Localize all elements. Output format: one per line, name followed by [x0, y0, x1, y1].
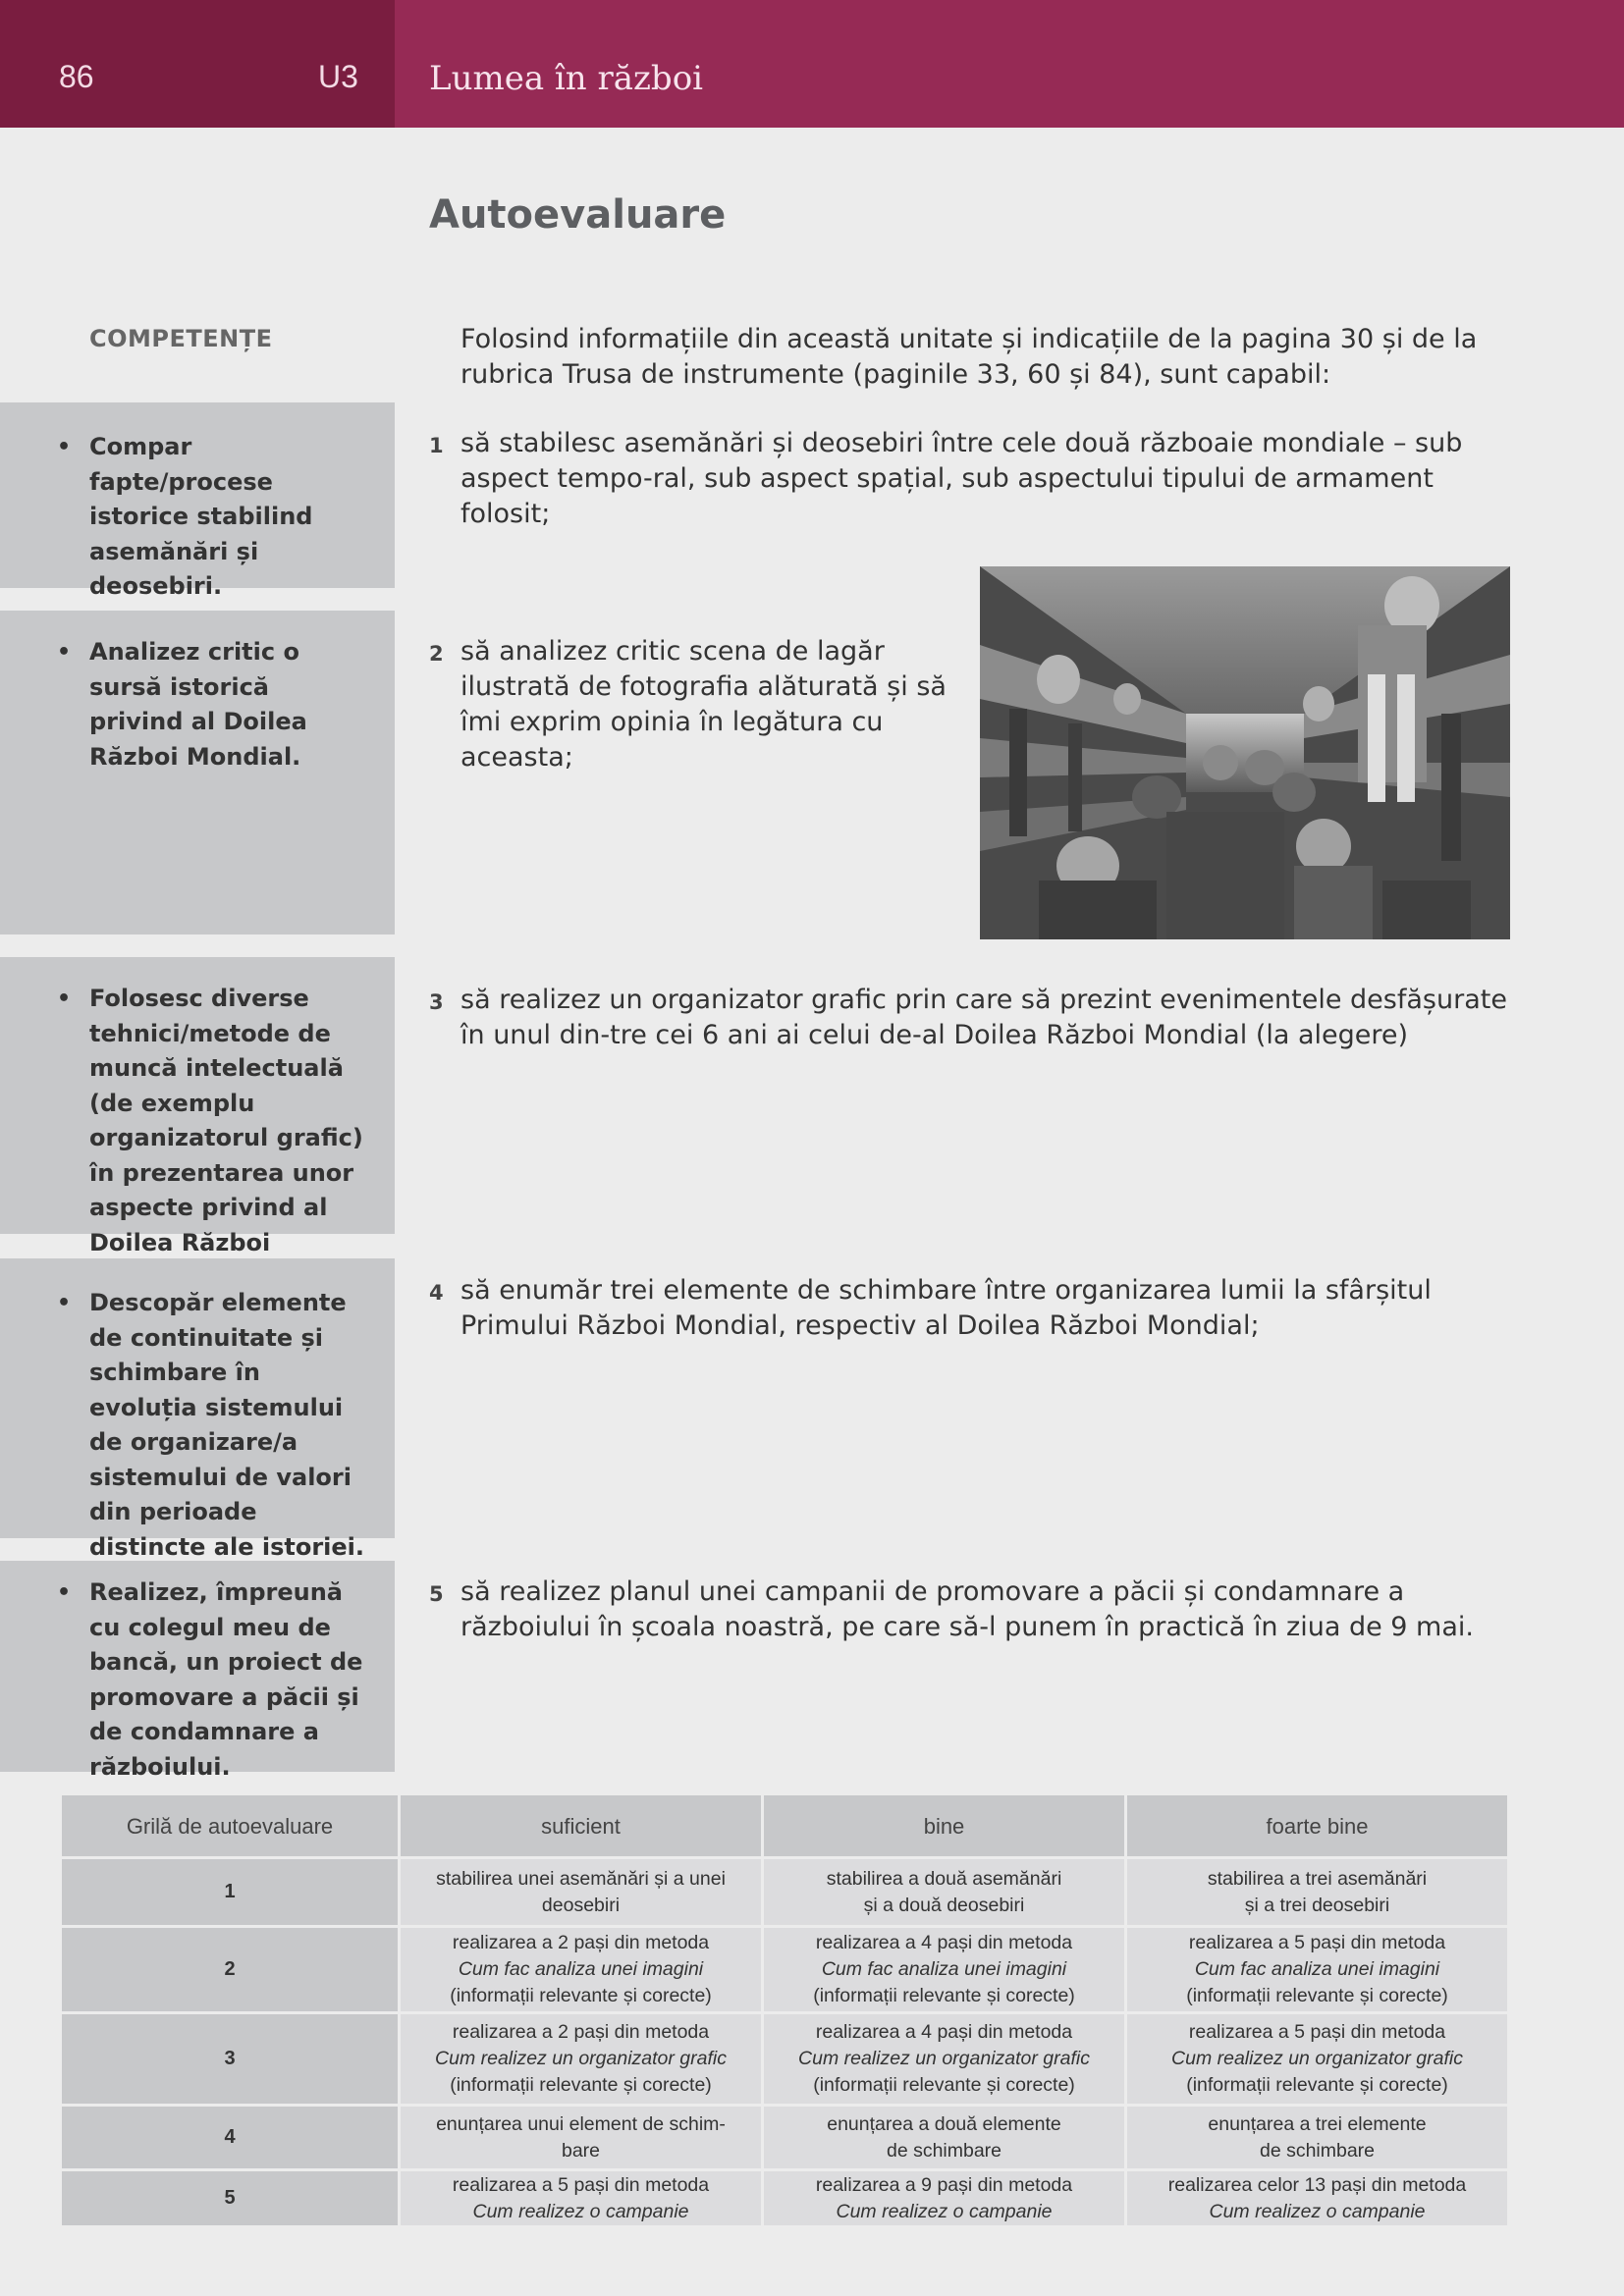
grid-cell: [400, 2013, 763, 2106]
grid-cell: [763, 1927, 1126, 2013]
bullet: •: [57, 1291, 72, 1315]
method-name: Cum realizez un organizator grafic: [798, 2048, 1090, 2069]
method-name: Cum fac analiza unei imagini: [458, 1958, 704, 1980]
competence-box: [0, 402, 395, 600]
grid-header-cell: bine: [763, 1794, 1126, 1858]
bullet: •: [57, 987, 72, 1011]
cell-line: (informații relevante și corecte): [450, 2074, 712, 2096]
grid-header-cell: suficient: [400, 1794, 763, 1858]
cell-line: stabilirea a două asemănări: [826, 1867, 1062, 1890]
grid-row-number: 3: [61, 2013, 400, 2106]
grid-row: [61, 1927, 1509, 2013]
grid-row-number: 1: [61, 1858, 400, 1927]
cell-line: realizarea a 2 pași din metoda: [452, 1932, 710, 1953]
grid-row-number: 2: [61, 1927, 400, 2013]
intro-text: Folosind informațiile din această unitate și indicațiile de la pagina 30 și de la rubrica Trusa de instrumente (paginile 33, 60 și 84), sunt capabil:: [460, 324, 1478, 390]
task-number: 4: [429, 1281, 444, 1305]
method-name: Cum realizez o campanie: [836, 2200, 1053, 2222]
grid-cell: [1126, 1858, 1509, 1927]
chapter-title: Lumea în război: [429, 59, 704, 98]
task-text: să realizez un organizator grafic prin care să prezint evenimentele desfășurate în unul din-tre cei 6 ani ai celui de-al Doilea Război Mondial (la alegere): [460, 985, 1507, 1050]
cell-line: enunțarea a două elemente: [827, 2112, 1061, 2135]
cell-line: (informații relevante și corecte): [813, 2074, 1075, 2096]
section-title: Autoevaluare: [429, 192, 727, 238]
grid-header-cell: Grilă de autoevaluare: [61, 1794, 400, 1858]
cell-line: de schimbare: [886, 2139, 1002, 2162]
task-text: să stabilesc asemănări și deosebiri între cele două războaie mondiale – sub aspect tempo-ral, sub aspect spațial, sub aspectului tipului de armament folosit;: [460, 428, 1463, 529]
task-text: să analizez critic scena de lagăr ilustrată de fotografia alăturată și să îmi exprim opinia în legătura cu aceasta;: [460, 636, 947, 773]
cell-line: de schimbare: [1259, 2139, 1376, 2162]
task-number: 2: [429, 642, 444, 666]
grid-header-row: [61, 1794, 1509, 1858]
cell-line: bare: [561, 2139, 601, 2162]
camp-barracks-photo: [980, 566, 1510, 939]
grid-cell: [1126, 2170, 1509, 2227]
cell-line: realizarea a 5 pași din metoda: [1188, 2021, 1446, 2043]
cell-line: enunțarea a trei elemente: [1208, 2112, 1427, 2135]
grid-cell: [1126, 2013, 1509, 2106]
method-name: Cum realizez o campanie: [1209, 2200, 1426, 2222]
grid-cell: [763, 2170, 1126, 2227]
grid-cell: [763, 2106, 1126, 2170]
cell-line: deosebiri: [541, 1894, 621, 1916]
task-number: 5: [429, 1582, 444, 1606]
task-number: 1: [429, 434, 444, 457]
cell-line: realizarea a 9 pași din metoda: [815, 2173, 1073, 2196]
competence-text: Compar fapte/procese istorice stabilind asemănări și deosebiri.: [89, 433, 313, 600]
cell-line: realizarea a 5 pași din metoda: [452, 2173, 710, 2196]
cell-line: realizarea a 4 pași din metoda: [815, 2021, 1073, 2043]
cell-line: și a două deosebiri: [863, 1894, 1025, 1916]
cell-line: (informații relevante și corecte): [1186, 2074, 1448, 2096]
cell-line: realizarea a 5 pași din metoda: [1188, 1932, 1446, 1953]
grid-cell: [400, 1927, 763, 2013]
grid-row-number: 4: [61, 2106, 400, 2170]
grid-row: [61, 2013, 1509, 2106]
method-name: Cum fac analiza unei imagini: [1194, 1958, 1440, 1980]
grid-row: [61, 2106, 1509, 2170]
cell-line: (informații relevante și corecte): [813, 1985, 1075, 2006]
bullet: •: [57, 1580, 72, 1605]
grid-header-cell: foarte bine: [1126, 1794, 1509, 1858]
method-name: Cum realizez un organizator grafic: [1171, 2048, 1463, 2069]
competences-heading: COMPETENȚE: [89, 325, 273, 352]
method-name: Cum fac analiza unei imagini: [821, 1958, 1067, 1980]
grid-cell: [763, 1858, 1126, 1927]
grid-cell: [400, 1858, 763, 1927]
cell-line: și a trei deosebiri: [1244, 1894, 1390, 1916]
grid-row: [61, 2170, 1509, 2227]
cell-line: enunțarea unui element de schim-: [436, 2112, 726, 2135]
grid-row-number: 5: [61, 2170, 400, 2227]
cell-line: stabilirea unei asemănări și a unei: [436, 1867, 726, 1890]
competence-box: [0, 1258, 395, 1561]
competence-box: [0, 957, 395, 1256]
unit-label: U3: [318, 59, 358, 94]
page-number: 86: [59, 59, 94, 94]
grid-cell: [1126, 1927, 1509, 2013]
task-text: să realizez planul unei campanii de promovare a păcii și condamnare a războiului în școala noastră, pe care să-l punem în practică în ziua de 9 mai.: [460, 1576, 1474, 1642]
task-text: să enumăr trei elemente de schimbare între organizarea lumii la sfârșitul Primului Război Mondial, respectiv al Doilea Război Mondial;: [460, 1275, 1432, 1341]
method-name: Cum realizez un organizator grafic: [435, 2048, 727, 2069]
grid-cell: [1126, 2106, 1509, 2170]
competence-text: Descopăr elemente de continuitate și schimbare în evoluția sistemului de organizare/a sistemului de valori din perioade distincte ale istoriei.: [89, 1289, 365, 1561]
bullet: •: [57, 640, 72, 665]
grid-row: [61, 1858, 1509, 1927]
self-evaluation-grid: [59, 1792, 1510, 2228]
bullet: •: [57, 435, 72, 459]
cell-line: realizarea a 2 pași din metoda: [452, 2021, 710, 2043]
grid-cell: [763, 2013, 1126, 2106]
competence-text: Analizez critic o sursă istorică privind al Doilea Război Mondial.: [89, 638, 307, 771]
grid-cell: [400, 2106, 763, 2170]
grid-cell: [400, 2170, 763, 2227]
cell-line: stabilirea a trei asemănări: [1207, 1867, 1428, 1890]
competence-box: [0, 1561, 395, 1781]
task-number: 3: [429, 990, 444, 1014]
competence-box: [0, 611, 395, 934]
competence-text: Realizez, împreună cu colegul meu de bancă, un proiect de promovare a păcii și de condamnare a războiului.: [89, 1578, 363, 1781]
competence-text: Folosesc diverse tehnici/metode de muncă intelectuală (de exemplu organizatorul grafic) în prezentarea unor aspecte privind al Doilea Război: [89, 985, 363, 1256]
cell-line: (informații relevante și corecte): [1186, 1985, 1448, 2006]
method-name: Cum realizez o campanie: [472, 2200, 689, 2222]
cell-line: (informații relevante și corecte): [450, 1985, 712, 2006]
cell-line: realizarea a 4 pași din metoda: [815, 1932, 1073, 1953]
cell-line: realizarea celor 13 pași din metoda: [1167, 2173, 1467, 2196]
